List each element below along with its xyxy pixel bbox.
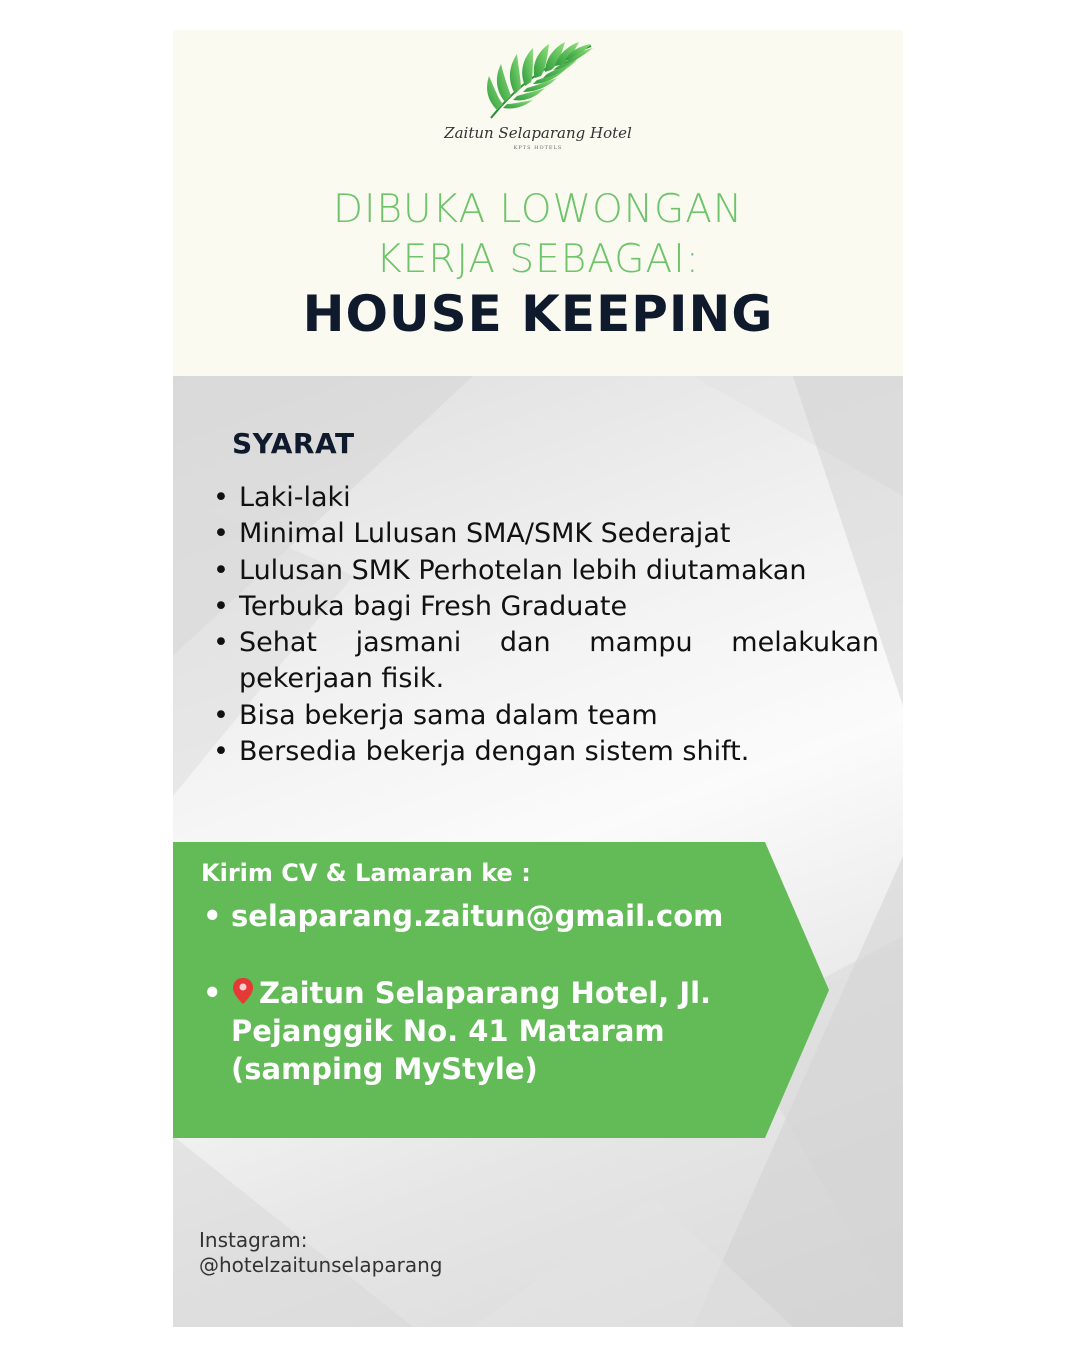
- list-item: [213, 625, 879, 698]
- instagram-block: [199, 1228, 442, 1278]
- job-poster: [173, 30, 903, 1327]
- hotel-logo-subtitle: KPTS HOTELS: [513, 145, 563, 151]
- requirement-text: Minimal Lulusan SMA/SMK Sederajat: [239, 518, 731, 550]
- contact-address-item: [201, 974, 801, 1088]
- requirement-text: Lulusan SMK Perhotelan lebih diutamakan: [239, 554, 807, 586]
- list-item: [213, 480, 879, 516]
- bullet-icon: •: [213, 736, 229, 768]
- list-item: [213, 516, 879, 552]
- requirement-text: Sehat jasmani dan mampu melakukan pekerjaan fisik.: [239, 627, 879, 695]
- bullet-icon: •: [213, 518, 229, 550]
- list-item: [213, 589, 879, 625]
- headline-line-1: DIBUKA LOWONGAN: [332, 187, 744, 232]
- content-section: [173, 376, 903, 1327]
- bullet-icon: •: [213, 590, 229, 622]
- instagram-handle[interactable]: @hotelzaitunselaparang: [199, 1253, 443, 1277]
- contact-email-item: [201, 897, 801, 935]
- bullet-icon: •: [213, 482, 229, 513]
- hotel-logo: [173, 40, 903, 152]
- list-item: [213, 553, 879, 589]
- palm-leaf-icon: [473, 40, 603, 122]
- contact-email[interactable]: selaparang.zaitun@gmail.com: [231, 899, 724, 933]
- contact-address: Zaitun Selaparang Hotel, Jl. Pejanggik No. 41 Mataram (samping MyStyle): [231, 976, 712, 1086]
- instagram-label: Instagram:: [199, 1228, 308, 1252]
- requirement-text: Terbuka bagi Fresh Graduate: [239, 590, 628, 622]
- contact-heading: Kirim CV & Lamaran ke :: [201, 859, 531, 887]
- list-item: [213, 698, 879, 734]
- map-pin-icon: [231, 977, 255, 1005]
- requirement-text: Bersedia bekerja dengan sistem shift.: [239, 736, 750, 768]
- position-title: HOUSE KEEPING: [302, 285, 774, 343]
- bullet-icon: •: [213, 554, 229, 586]
- hotel-logo-name: Zaitun Selaparang Hotel: [444, 124, 632, 142]
- headline-line-2: KERJA SEBAGAI:: [376, 237, 700, 282]
- bullet-icon: •: [213, 699, 229, 731]
- bullet-icon: •: [213, 627, 229, 659]
- requirement-text: Laki-laki: [239, 482, 351, 513]
- bullet-icon: •: [203, 899, 222, 933]
- requirement-text: Bisa bekerja sama dalam team: [239, 699, 658, 731]
- header-section: [173, 30, 903, 376]
- requirements-list: [213, 480, 879, 770]
- contact-block: [201, 859, 801, 1088]
- list-item: [213, 734, 879, 770]
- bullet-icon: •: [203, 976, 222, 1010]
- requirements-heading: SYARAT: [232, 427, 355, 460]
